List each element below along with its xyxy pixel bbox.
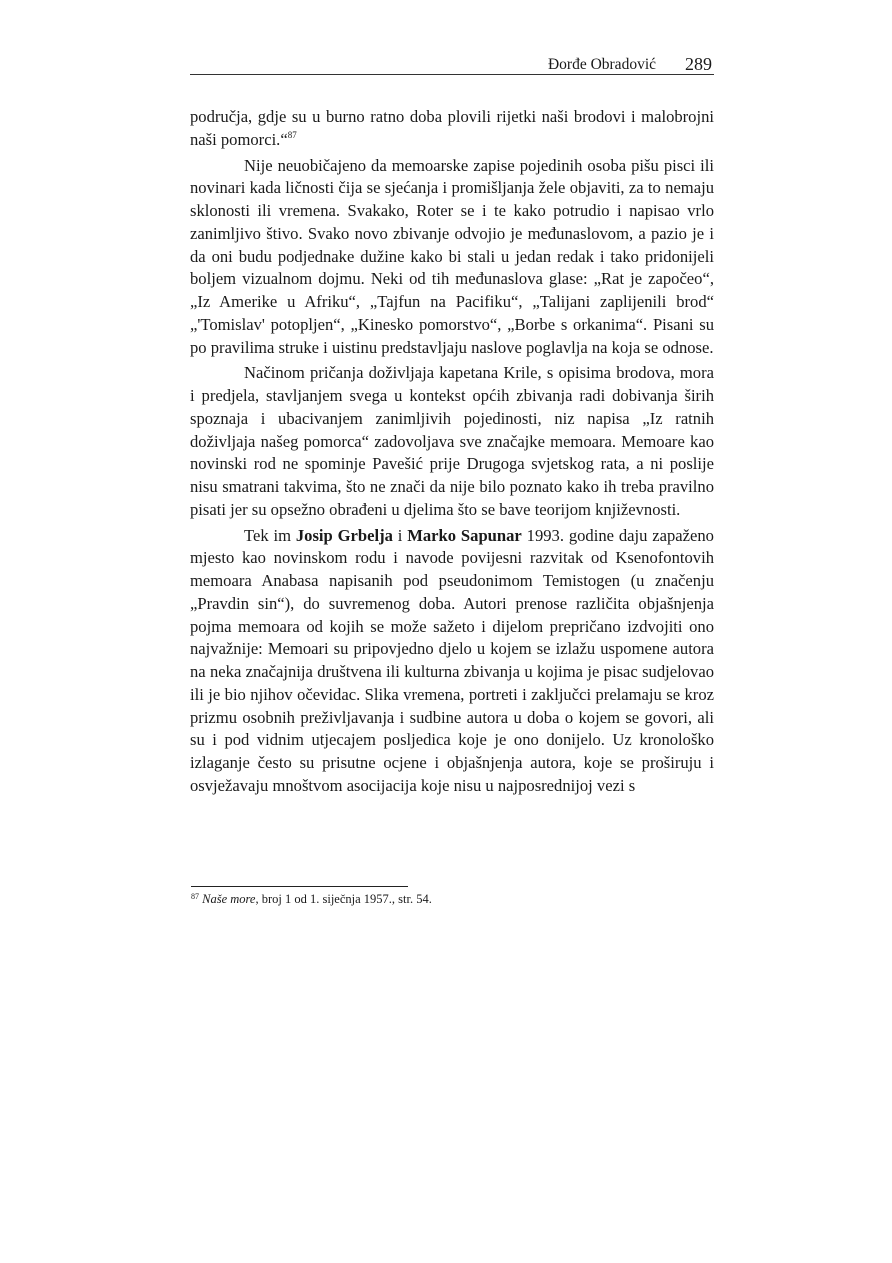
footnote-number: 87 xyxy=(191,892,199,901)
header-author: Đorđe Obradović xyxy=(547,56,656,73)
paragraph-1 xyxy=(190,106,714,152)
paragraph-2: Nije neuobičajeno da memoarske zapise pojedinih osoba pišu pisci ili novinari kada ličnosti čija se sjećanja i promišljanja žele objaviti, za to nemaju sklonosti ili vremena. Svakako, Roter se i te kako potrudio i napisao vrlo zanimljivo štivo. Svako novo zbivanje odvojio je međunaslovom, a pazio je i da oni budu podjednake dužine kako bi stali u jedan redak i tako pridonijeli boljem vizualnom dojmu. Neki od tih međunaslova glase: „Rat je započeo“, „Iz Amerike u Afriku“, „Tajfun na Pacifiku“, „Talijani zaplijenili brod“ „'Tomislav' potopljen“, „Kinesko pomorstvo“, „Borbe s orkanima“. Pisani su po pravilima struke i uistinu predstavljaju naslove poglavlja na koja se odnose. xyxy=(190,155,714,357)
author-name-sapunar: Marko Sapunar xyxy=(407,525,522,545)
paragraph-4-rest: 1993. godine daju zapaženo mjesto kao novinskom rodu i navode povijesni razvitak od Ksenofontovih memoara Anabasa napisanih pod pseudonimom Temistogen (u značenju „Pravdin sin“), do suvremenog doba. Autori prenose različita objašnjenja pojma memoara od kojih se može sažeto i dijelom prepričano izdvojiti ono najvažnije: Memoari su pripovjedno djelo u kojem se izlažu uspomene autora na neka značajnija društvena ili kulturna zbivanja u kojima je pisac sudjelovao ili je bio njihov očevidac. Slika vremena, portreti i zaključci prelamaju se kroz prizmu osobnih preživljavanja i sudbine autora u doba o kojem se govori, ali su i pod vidnim utjecajem posljedica koje je ono donijelo. Uz kronološko izlaganje često su prisutne ocjene i objašnjenja autora, koje se proširuju i osvježavaju mnoštvom asocijacija koje nisu u najposrednijoj vezi s xyxy=(190,525,714,795)
body-text xyxy=(190,106,714,801)
footnote-separator xyxy=(191,886,408,887)
page-number: 289 xyxy=(685,54,712,74)
paragraph-4-lead: Tek im xyxy=(244,525,296,545)
paragraph-3: Načinom pričanja doživljaja kapetana Krile, s opisima brodova, mora i predjela, stavljanjem svega u kontekst općih zbivanja radi dobivanja širih spoznaja i ubacivanjem zanimljivih pojedinosti, niz napisa „Iz ratnih doživljaja našeg pomorca“ zadovoljava sve značajke memoara. Memoare kao novinski rod ne spominje Pavešić prije Drugoga svjetskog rata, a ni poslije nisu smatrani takvima, što ne znači da nije bilo poznato kako ih treba pravilno pisati jer su opsežno obrađeni u djelima što se bave teorijom književnosti. xyxy=(190,363,714,519)
footnote-citation: , broj 1 od 1. siječnja 1957., str. 54. xyxy=(255,892,432,906)
paragraph-4-mid: i xyxy=(392,525,408,545)
footnote-source-title: Naše more xyxy=(202,892,256,906)
footnote-87 xyxy=(191,891,432,907)
running-header xyxy=(190,54,714,75)
paragraph-4 xyxy=(190,525,714,798)
author-name-grbelja: Josip Grbelja xyxy=(295,525,393,545)
paragraph-1-text: područja, gdje su u burno ratno doba plovili rijetki naši brodovi i malobrojni naši pomorci.“ xyxy=(190,107,714,149)
footnote-reference: 87 xyxy=(287,129,297,140)
